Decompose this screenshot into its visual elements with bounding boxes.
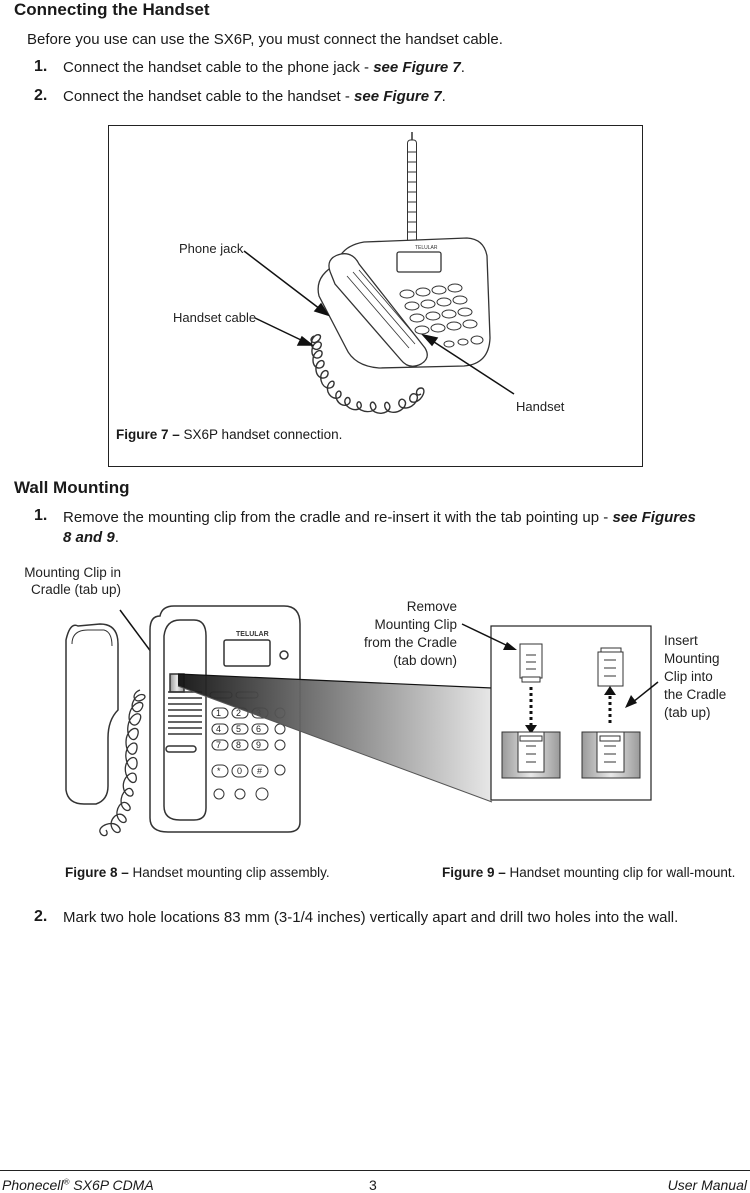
- caption-prefix: Figure 8 –: [65, 865, 129, 880]
- insert-clip-label: Clip into: [664, 669, 713, 684]
- section-heading-wall-mounting: Wall Mounting: [14, 478, 130, 497]
- key-label: #: [257, 766, 263, 776]
- antenna-icon: [408, 132, 417, 248]
- footer-manual-title: User Manual: [667, 1177, 747, 1193]
- figure-reference: see Figure 7: [354, 88, 442, 105]
- footer-product: [2, 1177, 154, 1193]
- figure-reference: see Figures: [612, 509, 696, 526]
- caption-prefix: Figure 9 –: [442, 865, 506, 880]
- step-text: [63, 59, 465, 76]
- key-label: 6: [256, 724, 262, 734]
- footer-rule: [0, 1170, 750, 1171]
- remove-clip-label: (tab down): [393, 653, 457, 668]
- step-text: [63, 88, 446, 105]
- step-end: .: [114, 529, 119, 546]
- step-body: Connect the handset cable to the phone jack -: [63, 59, 374, 76]
- phone-jack-label: Phone jack: [179, 241, 244, 256]
- mounting-clip-label: Cradle (tab up): [30, 582, 121, 597]
- figure-7-frame: [108, 125, 643, 467]
- insert-clip-label: Insert: [664, 633, 698, 648]
- figure-7-illustration: [109, 126, 642, 466]
- step-body: Remove the mounting clip from the cradle and re-insert it with the tab pointing up -: [63, 509, 613, 526]
- insert-clip-label: the Cradle: [664, 687, 727, 702]
- remove-clip-label: Remove: [406, 599, 457, 614]
- remove-clip-label: from the Cradle: [363, 635, 457, 650]
- mounting-clip-label: Mounting Clip in: [24, 565, 121, 580]
- handset-icon: [66, 624, 118, 804]
- key-label: 7: [216, 740, 222, 750]
- insert-clip-label: (tab up): [664, 705, 711, 720]
- cradle-slot-icon: [502, 732, 560, 778]
- figure-9-caption: [442, 865, 735, 880]
- caption-prefix: Figure 7 –: [116, 427, 180, 442]
- insert-clip-label: Mounting: [664, 651, 720, 666]
- cradle-slot-icon: [582, 732, 640, 778]
- step-number: 1.: [34, 58, 48, 75]
- step-body: Connect the handset cable to the handset -: [63, 88, 355, 105]
- figure-7-caption: [116, 427, 342, 442]
- key-label: 0: [237, 766, 243, 776]
- product-name: Phonecell: [2, 1177, 64, 1193]
- figure-8-9-illustration: [0, 560, 750, 860]
- brand-text: TELULAR: [415, 245, 438, 251]
- intro-paragraph: Before you use can use the SX6P, you must connect the handset cable.: [27, 31, 503, 48]
- mounting-clip-icon: [520, 644, 542, 682]
- handset-label: Handset: [516, 399, 565, 414]
- key-label: *: [217, 766, 221, 776]
- caption-text: Handset mounting clip assembly.: [128, 865, 330, 880]
- step-number: 1.: [34, 507, 48, 524]
- key-label: 1: [216, 708, 222, 718]
- mounting-clip-icon: [598, 648, 623, 686]
- product-model: SX6P CDMA: [69, 1177, 154, 1193]
- step-text: [63, 508, 745, 548]
- figure-8-caption: [65, 865, 330, 880]
- registered-mark: ®: [63, 1177, 70, 1187]
- key-label: 8: [236, 740, 242, 750]
- step-number: 2.: [34, 87, 48, 104]
- key-label: 9: [256, 740, 262, 750]
- brand-text: TELULAR: [236, 631, 269, 638]
- key-label: 4: [216, 724, 222, 734]
- key-label: 5: [236, 724, 242, 734]
- figure-reference: see Figure 7: [373, 59, 461, 76]
- caption-text: SX6P handset connection.: [179, 427, 343, 442]
- step-end: .: [441, 88, 446, 105]
- figure-reference: 8 and 9: [63, 529, 115, 546]
- step-number: 2.: [34, 908, 48, 925]
- key-label: 2: [236, 708, 242, 718]
- page-number: 3: [369, 1177, 377, 1193]
- handset-cable-label: Handset cable: [173, 310, 257, 325]
- section-heading-connecting: Connecting the Handset: [14, 0, 210, 19]
- caption-text: Handset mounting clip for wall-mount.: [505, 865, 736, 880]
- remove-clip-label: Mounting Clip: [374, 617, 457, 632]
- step-text: Mark two hole locations 83 mm (3-1/4 inches) vertically apart and drill two holes into the wall.: [63, 909, 679, 926]
- step-end: .: [460, 59, 465, 76]
